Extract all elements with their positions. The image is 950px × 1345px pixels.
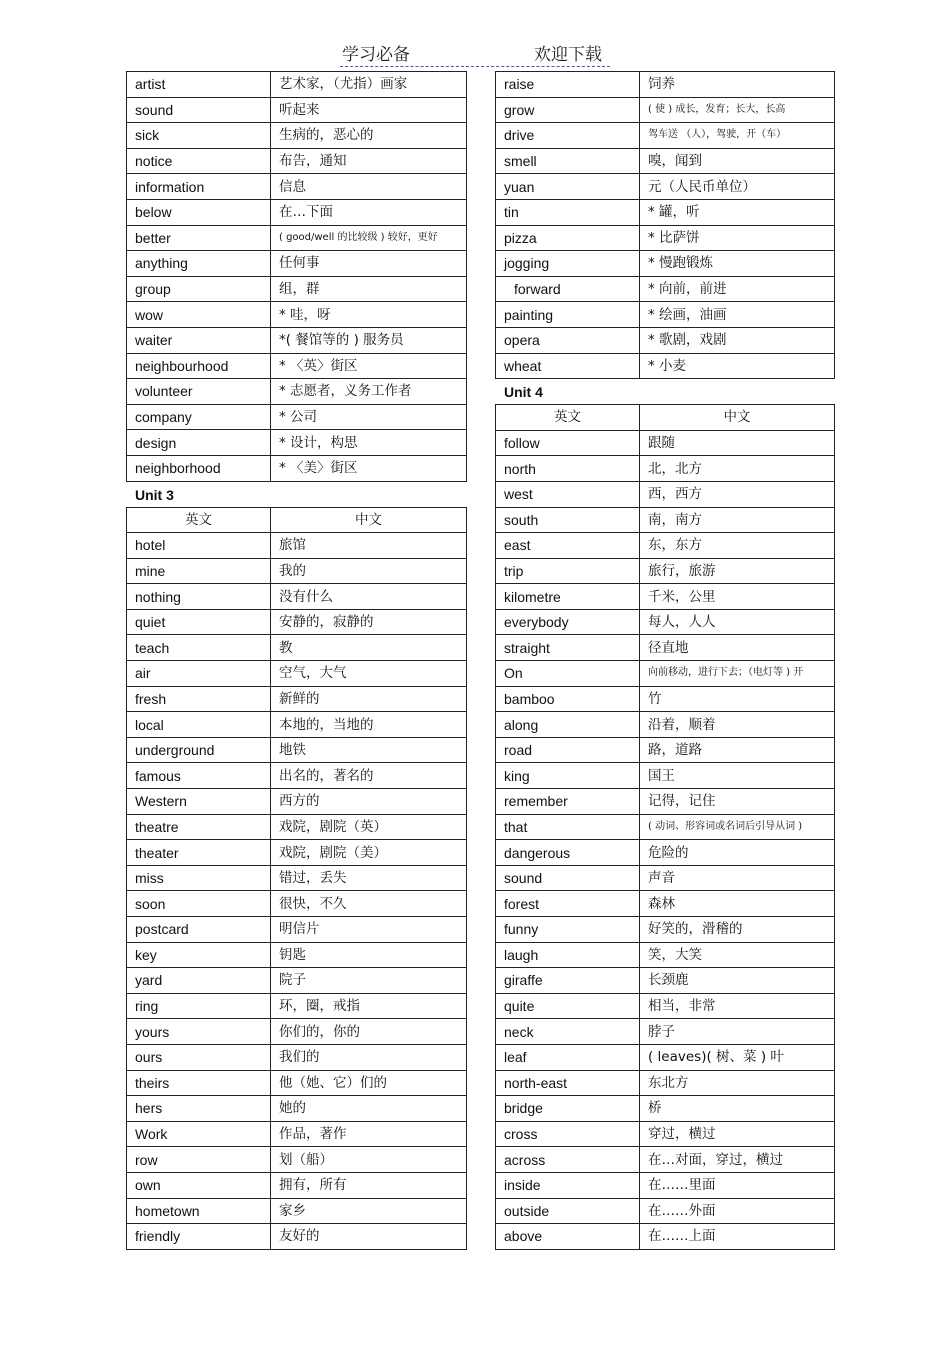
- english-word: west: [496, 481, 640, 507]
- english-word: group: [127, 276, 271, 302]
- chinese-meaning: 相当，非常: [640, 993, 835, 1019]
- english-word: neighborhood: [127, 455, 271, 481]
- english-word: grow: [496, 97, 640, 123]
- chinese-meaning: * 〈美〉街区: [271, 455, 467, 481]
- table-row: [496, 72, 835, 98]
- english-word: company: [127, 404, 271, 430]
- chinese-meaning: 安静的，寂静的: [271, 609, 467, 635]
- unit-4-title: Unit 4: [504, 384, 543, 401]
- english-word: theater: [127, 840, 271, 866]
- chinese-meaning: * 罐，听: [640, 199, 835, 225]
- english-word: hotel: [127, 533, 271, 559]
- table-row: [496, 1019, 835, 1045]
- table-row: [496, 737, 835, 763]
- english-word: smell: [496, 148, 640, 174]
- table-row: [127, 199, 467, 225]
- chinese-meaning: 竹: [640, 686, 835, 712]
- chinese-meaning: * 公司: [271, 404, 467, 430]
- chinese-meaning: ( leaves)( 树、菜 ) 叶: [640, 1044, 835, 1070]
- chinese-meaning: 拥有，所有: [271, 1172, 467, 1198]
- chinese-meaning: 家乡: [271, 1198, 467, 1224]
- table-row: [496, 1044, 835, 1070]
- table-row: [496, 507, 835, 533]
- chinese-meaning: 沿着，顺着: [640, 712, 835, 738]
- chinese-meaning: 森林: [640, 891, 835, 917]
- english-word: kilometre: [496, 584, 640, 610]
- vocab-table-top-left: [126, 71, 467, 482]
- english-word: south: [496, 507, 640, 533]
- column-header-english: 英文: [127, 507, 271, 533]
- table-row: [127, 737, 467, 763]
- table-row: [127, 430, 467, 456]
- table-row: [496, 686, 835, 712]
- english-word: king: [496, 763, 640, 789]
- table-row: [496, 1224, 835, 1250]
- english-word: yuan: [496, 174, 640, 200]
- table-row: [496, 123, 835, 149]
- chinese-meaning: 他（她、它）们的: [271, 1070, 467, 1096]
- table-row: [127, 763, 467, 789]
- chinese-meaning: 每人，人人: [640, 609, 835, 635]
- table-header-row: [496, 405, 835, 431]
- table-row: [127, 814, 467, 840]
- english-word: drive: [496, 123, 640, 149]
- table-row: [496, 199, 835, 225]
- english-word: Western: [127, 789, 271, 815]
- table-row: [127, 1172, 467, 1198]
- table-row: [496, 456, 835, 482]
- table-row: [127, 353, 467, 379]
- table-row: [496, 430, 835, 456]
- english-word: fresh: [127, 686, 271, 712]
- english-word: painting: [496, 302, 640, 328]
- english-word: straight: [496, 635, 640, 661]
- vocab-table-top-right: [495, 71, 835, 379]
- chinese-meaning: * 歌剧，戏剧: [640, 327, 835, 353]
- english-word: waiter: [127, 327, 271, 353]
- chinese-meaning: 危险的: [640, 840, 835, 866]
- table-row: [127, 276, 467, 302]
- english-word: dangerous: [496, 840, 640, 866]
- chinese-meaning: 在……里面: [640, 1172, 835, 1198]
- english-word: mine: [127, 558, 271, 584]
- table-row: [496, 97, 835, 123]
- english-word: bamboo: [496, 686, 640, 712]
- table-row: [496, 814, 835, 840]
- chinese-meaning: * 比萨饼: [640, 225, 835, 251]
- chinese-meaning: 路，道路: [640, 737, 835, 763]
- english-word: hers: [127, 1096, 271, 1122]
- english-word: volunteer: [127, 379, 271, 405]
- chinese-meaning: * 绘画，油画: [640, 302, 835, 328]
- table-row: [496, 891, 835, 917]
- chinese-meaning: 任何事: [271, 251, 467, 277]
- english-word: remember: [496, 789, 640, 815]
- english-word: ring: [127, 993, 271, 1019]
- column-header-english: 英文: [496, 405, 640, 431]
- chinese-meaning: 艺术家，（尤指）画家: [271, 72, 467, 98]
- english-word: road: [496, 737, 640, 763]
- table-row: [496, 840, 835, 866]
- table-row: [127, 225, 467, 251]
- english-word: pizza: [496, 225, 640, 251]
- english-word: soon: [127, 891, 271, 917]
- english-word: theirs: [127, 1070, 271, 1096]
- chinese-meaning: 驾车送 （人），驾驶，开（车）: [640, 123, 835, 149]
- english-word: neck: [496, 1019, 640, 1045]
- chinese-meaning: 在…下面: [271, 199, 467, 225]
- english-word: funny: [496, 917, 640, 943]
- chinese-meaning: 嗅，闻到: [640, 148, 835, 174]
- english-word: giraffe: [496, 968, 640, 994]
- left-column: [126, 71, 467, 1250]
- chinese-meaning: 径直地: [640, 635, 835, 661]
- table-row: [496, 1121, 835, 1147]
- english-word: own: [127, 1172, 271, 1198]
- chinese-meaning: 听起来: [271, 97, 467, 123]
- chinese-meaning: 记得，记住: [640, 789, 835, 815]
- english-word: postcard: [127, 917, 271, 943]
- english-word: famous: [127, 763, 271, 789]
- english-word: wheat: [496, 353, 640, 379]
- table-row: [496, 251, 835, 277]
- english-word: follow: [496, 430, 640, 456]
- english-word: anything: [127, 251, 271, 277]
- chinese-meaning: * 小麦: [640, 353, 835, 379]
- chinese-meaning: * 向前，前进: [640, 276, 835, 302]
- chinese-meaning: 地铁: [271, 737, 467, 763]
- english-word: ours: [127, 1044, 271, 1070]
- chinese-meaning: 很快，不久: [271, 891, 467, 917]
- english-word: east: [496, 533, 640, 559]
- table-header-row: [127, 507, 467, 533]
- chinese-meaning: 友好的: [271, 1224, 467, 1250]
- chinese-meaning: ( 使 ) 成长，发育；长大，长高: [640, 97, 835, 123]
- english-word: below: [127, 199, 271, 225]
- table-row: [127, 404, 467, 430]
- chinese-meaning: *( 餐馆等的 ) 服务员: [271, 327, 467, 353]
- table-row: [496, 353, 835, 379]
- chinese-meaning: 布告，通知: [271, 148, 467, 174]
- english-word: yard: [127, 968, 271, 994]
- chinese-meaning: 我的: [271, 558, 467, 584]
- table-row: [127, 1121, 467, 1147]
- chinese-meaning: 在……上面: [640, 1224, 835, 1250]
- chinese-meaning: 作品，著作: [271, 1121, 467, 1147]
- table-row: [496, 661, 835, 687]
- english-word: local: [127, 712, 271, 738]
- table-row: [496, 993, 835, 1019]
- english-word: trip: [496, 558, 640, 584]
- english-word: jogging: [496, 251, 640, 277]
- english-word: sick: [127, 123, 271, 149]
- chinese-meaning: 信息: [271, 174, 467, 200]
- table-row: [496, 1198, 835, 1224]
- english-word: theatre: [127, 814, 271, 840]
- chinese-meaning: 戏院，剧院（英）: [271, 814, 467, 840]
- column-header-chinese: 中文: [271, 507, 467, 533]
- table-row: [127, 1096, 467, 1122]
- english-word: information: [127, 174, 271, 200]
- english-word: everybody: [496, 609, 640, 635]
- table-row: [127, 942, 467, 968]
- table-row: [127, 635, 467, 661]
- table-row: [127, 97, 467, 123]
- table-row: [496, 917, 835, 943]
- table-row: [496, 968, 835, 994]
- chinese-meaning: * 慢跑锻炼: [640, 251, 835, 277]
- chinese-meaning: * 志愿者，义务工作者: [271, 379, 467, 405]
- chinese-meaning: 千米，公里: [640, 584, 835, 610]
- unit-3-title: Unit 3: [135, 486, 174, 503]
- vocab-table-unit-3: [126, 507, 467, 1250]
- chinese-meaning: 国王: [640, 763, 835, 789]
- chinese-meaning: 向前移动，进行下去；（电灯等 ) 开: [640, 661, 835, 687]
- english-word: above: [496, 1224, 640, 1250]
- table-row: [127, 327, 467, 353]
- right-column: [495, 71, 835, 1250]
- chinese-meaning: 划（船）: [271, 1147, 467, 1173]
- chinese-meaning: 东，东方: [640, 533, 835, 559]
- chinese-meaning: 旅馆: [271, 533, 467, 559]
- table-row: [496, 533, 835, 559]
- table-row: [127, 1019, 467, 1045]
- chinese-meaning: * 设计，构思: [271, 430, 467, 456]
- table-row: [127, 302, 467, 328]
- english-word: quiet: [127, 609, 271, 635]
- table-row: [496, 1070, 835, 1096]
- english-word: outside: [496, 1198, 640, 1224]
- english-word: artist: [127, 72, 271, 98]
- table-row: [496, 609, 835, 635]
- english-word: opera: [496, 327, 640, 353]
- chinese-meaning: 我们的: [271, 1044, 467, 1070]
- table-row: [127, 661, 467, 687]
- table-row: [127, 1147, 467, 1173]
- english-word: key: [127, 942, 271, 968]
- english-word: that: [496, 814, 640, 840]
- table-row: [127, 993, 467, 1019]
- chinese-meaning: 东北方: [640, 1070, 835, 1096]
- english-word: teach: [127, 635, 271, 661]
- chinese-meaning: 元（人民币单位）: [640, 174, 835, 200]
- table-row: [496, 942, 835, 968]
- chinese-meaning: 新鲜的: [271, 686, 467, 712]
- header-left-text: 学习必备: [342, 45, 410, 65]
- table-row: [127, 123, 467, 149]
- english-word: raise: [496, 72, 640, 98]
- table-row: [496, 1096, 835, 1122]
- table-row: [127, 1044, 467, 1070]
- table-row: [496, 276, 835, 302]
- chinese-meaning: * 哇，呀: [271, 302, 467, 328]
- table-row: [127, 584, 467, 610]
- chinese-meaning: 院子: [271, 968, 467, 994]
- table-row: [127, 72, 467, 98]
- chinese-meaning: 饲养: [640, 72, 835, 98]
- chinese-meaning: 钥匙: [271, 942, 467, 968]
- vocab-table-unit-4: [495, 404, 835, 1250]
- chinese-meaning: 组，群: [271, 276, 467, 302]
- chinese-meaning: 旅行，旅游: [640, 558, 835, 584]
- chinese-meaning: 桥: [640, 1096, 835, 1122]
- english-word: underground: [127, 737, 271, 763]
- table-row: [496, 584, 835, 610]
- chinese-meaning: 明信片: [271, 917, 467, 943]
- chinese-meaning: 生病的，恶心的: [271, 123, 467, 149]
- table-row: [127, 379, 467, 405]
- table-row: [496, 148, 835, 174]
- chinese-meaning: 好笑的，滑稽的: [640, 917, 835, 943]
- table-row: [496, 789, 835, 815]
- chinese-meaning: 没有什么: [271, 584, 467, 610]
- column-header-chinese: 中文: [640, 405, 835, 431]
- english-word: nothing: [127, 584, 271, 610]
- table-row: [127, 558, 467, 584]
- chinese-meaning: 环，圈，戒指: [271, 993, 467, 1019]
- english-word: inside: [496, 1172, 640, 1198]
- chinese-meaning: 声音: [640, 865, 835, 891]
- table-row: [127, 251, 467, 277]
- chinese-meaning: 出名的，著名的: [271, 763, 467, 789]
- table-row: [127, 865, 467, 891]
- english-word: notice: [127, 148, 271, 174]
- chinese-meaning: 教: [271, 635, 467, 661]
- table-row: [496, 635, 835, 661]
- chinese-meaning: 西方的: [271, 789, 467, 815]
- chinese-meaning: 她的: [271, 1096, 467, 1122]
- chinese-meaning: 错过，丢失: [271, 865, 467, 891]
- chinese-meaning: 你们的，你的: [271, 1019, 467, 1045]
- chinese-meaning: ( 动词、形容词或名词后引导从词 ): [640, 814, 835, 840]
- english-word: across: [496, 1147, 640, 1173]
- english-word: sound: [496, 865, 640, 891]
- english-word: friendly: [127, 1224, 271, 1250]
- english-word: forest: [496, 891, 640, 917]
- chinese-meaning: 长颈鹿: [640, 968, 835, 994]
- english-word: air: [127, 661, 271, 687]
- table-row: [496, 865, 835, 891]
- page-header: [340, 40, 610, 67]
- chinese-meaning: 西，西方: [640, 481, 835, 507]
- table-row: [127, 1070, 467, 1096]
- english-word: forward: [496, 276, 640, 302]
- english-word: row: [127, 1147, 271, 1173]
- english-word: Work: [127, 1121, 271, 1147]
- table-row: [127, 686, 467, 712]
- chinese-meaning: 在……外面: [640, 1198, 835, 1224]
- table-row: [127, 712, 467, 738]
- chinese-meaning: 笑，大笑: [640, 942, 835, 968]
- table-row: [496, 327, 835, 353]
- chinese-meaning: 穿过，横过: [640, 1121, 835, 1147]
- chinese-meaning: 空气，大气: [271, 661, 467, 687]
- english-word: bridge: [496, 1096, 640, 1122]
- table-row: [496, 712, 835, 738]
- english-word: On: [496, 661, 640, 687]
- english-word: yours: [127, 1019, 271, 1045]
- table-row: [127, 533, 467, 559]
- table-row: [127, 840, 467, 866]
- chinese-meaning: 南，南方: [640, 507, 835, 533]
- english-word: miss: [127, 865, 271, 891]
- table-row: [127, 1198, 467, 1224]
- chinese-meaning: 本地的，当地的: [271, 712, 467, 738]
- english-word: wow: [127, 302, 271, 328]
- english-word: neighbourhood: [127, 353, 271, 379]
- chinese-meaning: * 〈英〉街区: [271, 353, 467, 379]
- english-word: better: [127, 225, 271, 251]
- table-row: [496, 225, 835, 251]
- table-row: [496, 174, 835, 200]
- table-row: [127, 1224, 467, 1250]
- chinese-meaning: 跟随: [640, 430, 835, 456]
- header-right-text: 欢迎下载: [534, 45, 602, 65]
- english-word: north-east: [496, 1070, 640, 1096]
- english-word: quite: [496, 993, 640, 1019]
- table-row: [496, 481, 835, 507]
- chinese-meaning: 脖子: [640, 1019, 835, 1045]
- table-row: [127, 917, 467, 943]
- table-row: [496, 763, 835, 789]
- chinese-meaning: 北，北方: [640, 456, 835, 482]
- english-word: along: [496, 712, 640, 738]
- table-row: [496, 558, 835, 584]
- english-word: hometown: [127, 1198, 271, 1224]
- table-row: [127, 609, 467, 635]
- table-row: [127, 891, 467, 917]
- table-row: [127, 148, 467, 174]
- table-row: [127, 789, 467, 815]
- english-word: north: [496, 456, 640, 482]
- english-word: sound: [127, 97, 271, 123]
- table-row: [127, 455, 467, 481]
- table-row: [496, 1147, 835, 1173]
- table-row: [127, 968, 467, 994]
- table-row: [496, 1172, 835, 1198]
- english-word: laugh: [496, 942, 640, 968]
- chinese-meaning: 在…对面，穿过，横过: [640, 1147, 835, 1173]
- english-word: leaf: [496, 1044, 640, 1070]
- chinese-meaning: ( good/well 的比较级 ) 较好，更好: [271, 225, 467, 251]
- english-word: design: [127, 430, 271, 456]
- english-word: cross: [496, 1121, 640, 1147]
- table-row: [496, 302, 835, 328]
- table-row: [127, 174, 467, 200]
- english-word: tin: [496, 199, 640, 225]
- chinese-meaning: 戏院，剧院（美）: [271, 840, 467, 866]
